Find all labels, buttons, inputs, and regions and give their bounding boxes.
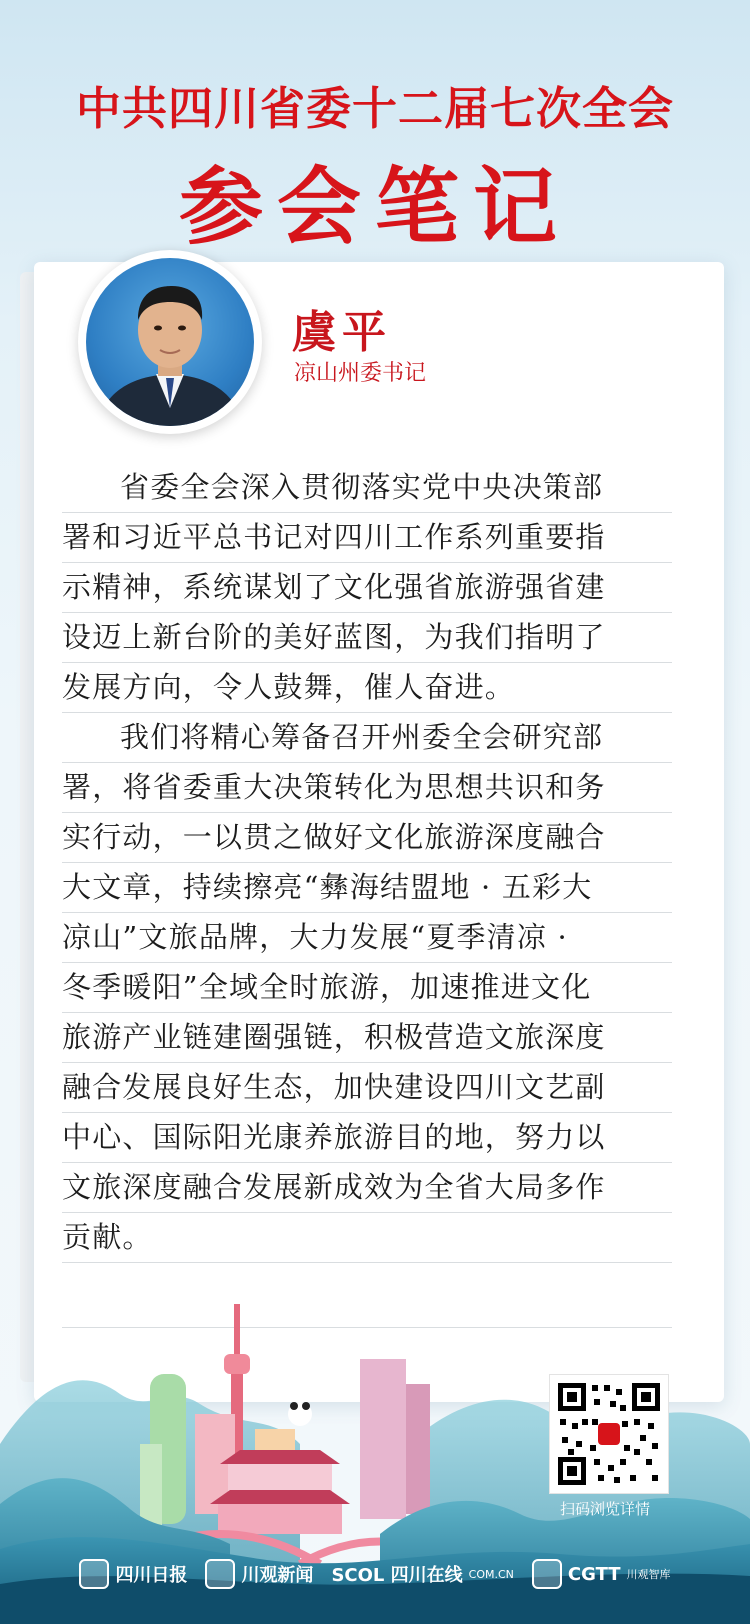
chuanguan-logo-icon: [205, 1559, 235, 1589]
logo-scol[interactable]: [331, 1561, 513, 1587]
text-line: 示精神，系统谋划了文化强省旅游强省建: [62, 563, 672, 613]
text-line: 贡献。: [62, 1213, 672, 1263]
text-line: 凉山”文旅品牌，大力发展“夏季清凉 ·: [62, 913, 672, 963]
logo-sublabel: 川观智库: [626, 1568, 671, 1581]
partner-logos: [0, 1552, 750, 1596]
text-line: 我们将精心筹备召开州委全会研究部: [62, 713, 672, 763]
notes-title: 参会笔记: [178, 157, 571, 256]
sichuan-daily-logo-icon: [79, 1559, 109, 1589]
logo-label: SCOL 四川在线: [331, 1565, 463, 1586]
paragraph-1: [62, 463, 672, 713]
text-line: 发展方向，令人鼓舞，催人奋进。: [62, 663, 672, 713]
article-body: [62, 463, 672, 1263]
text-line: 冬季暖阳”全域全时旅游，加速推进文化: [62, 963, 672, 1013]
text-line: 署和习近平总书记对四川工作系列重要指: [62, 513, 672, 563]
tall-building: [360, 1359, 406, 1519]
event-title: 中共四川省委十二届七次全会: [75, 82, 674, 135]
text-line: 旅游产业链建圈强链，积极营造文旅深度: [62, 1013, 672, 1063]
logo-label: 四川日报: [115, 1565, 188, 1586]
text-line: 中心、国际阳光康养旅游目的地，努力以: [62, 1113, 672, 1163]
paragraph-2: [62, 713, 672, 1263]
logo-chuanguan[interactable]: [205, 1559, 313, 1589]
text-line: 融合发展良好生态，加快建设四川文艺副: [62, 1063, 672, 1113]
text-line: 署，将省委重大决策转化为思想共识和务: [62, 763, 672, 813]
logo-cgtt[interactable]: [532, 1559, 671, 1589]
person-name: 虞平: [292, 307, 392, 358]
text-line: 文旅深度融合发展新成效为全省大局多作: [62, 1163, 672, 1213]
qr-code[interactable]: [549, 1374, 669, 1494]
person-role: 凉山州委书记: [294, 361, 427, 386]
avatar: [78, 250, 262, 434]
logo-sublabel: COM.CN: [468, 1567, 514, 1581]
portrait-photo: [86, 258, 254, 426]
qr-caption: 扫码浏览详情: [559, 1500, 650, 1518]
text-line: 省委全会深入贯彻落实党中央决策部: [62, 463, 672, 513]
text-line: 实行动，一以贯之做好文化旅游深度融合: [62, 813, 672, 863]
qr-code-icon: [554, 1379, 664, 1489]
text-line: 大文章，持续擦亮“彝海结盟地 · 五彩大: [62, 863, 672, 913]
text-line: 设迈上新台阶的美好蓝图，为我们指明了: [62, 613, 672, 663]
cgtt-logo-icon: [532, 1559, 562, 1589]
logo-sichuan-daily[interactable]: [79, 1559, 187, 1589]
portrait-icon: [86, 258, 254, 426]
logo-label: CGTT: [567, 1563, 621, 1585]
logo-label: 川观新闻: [241, 1565, 314, 1586]
